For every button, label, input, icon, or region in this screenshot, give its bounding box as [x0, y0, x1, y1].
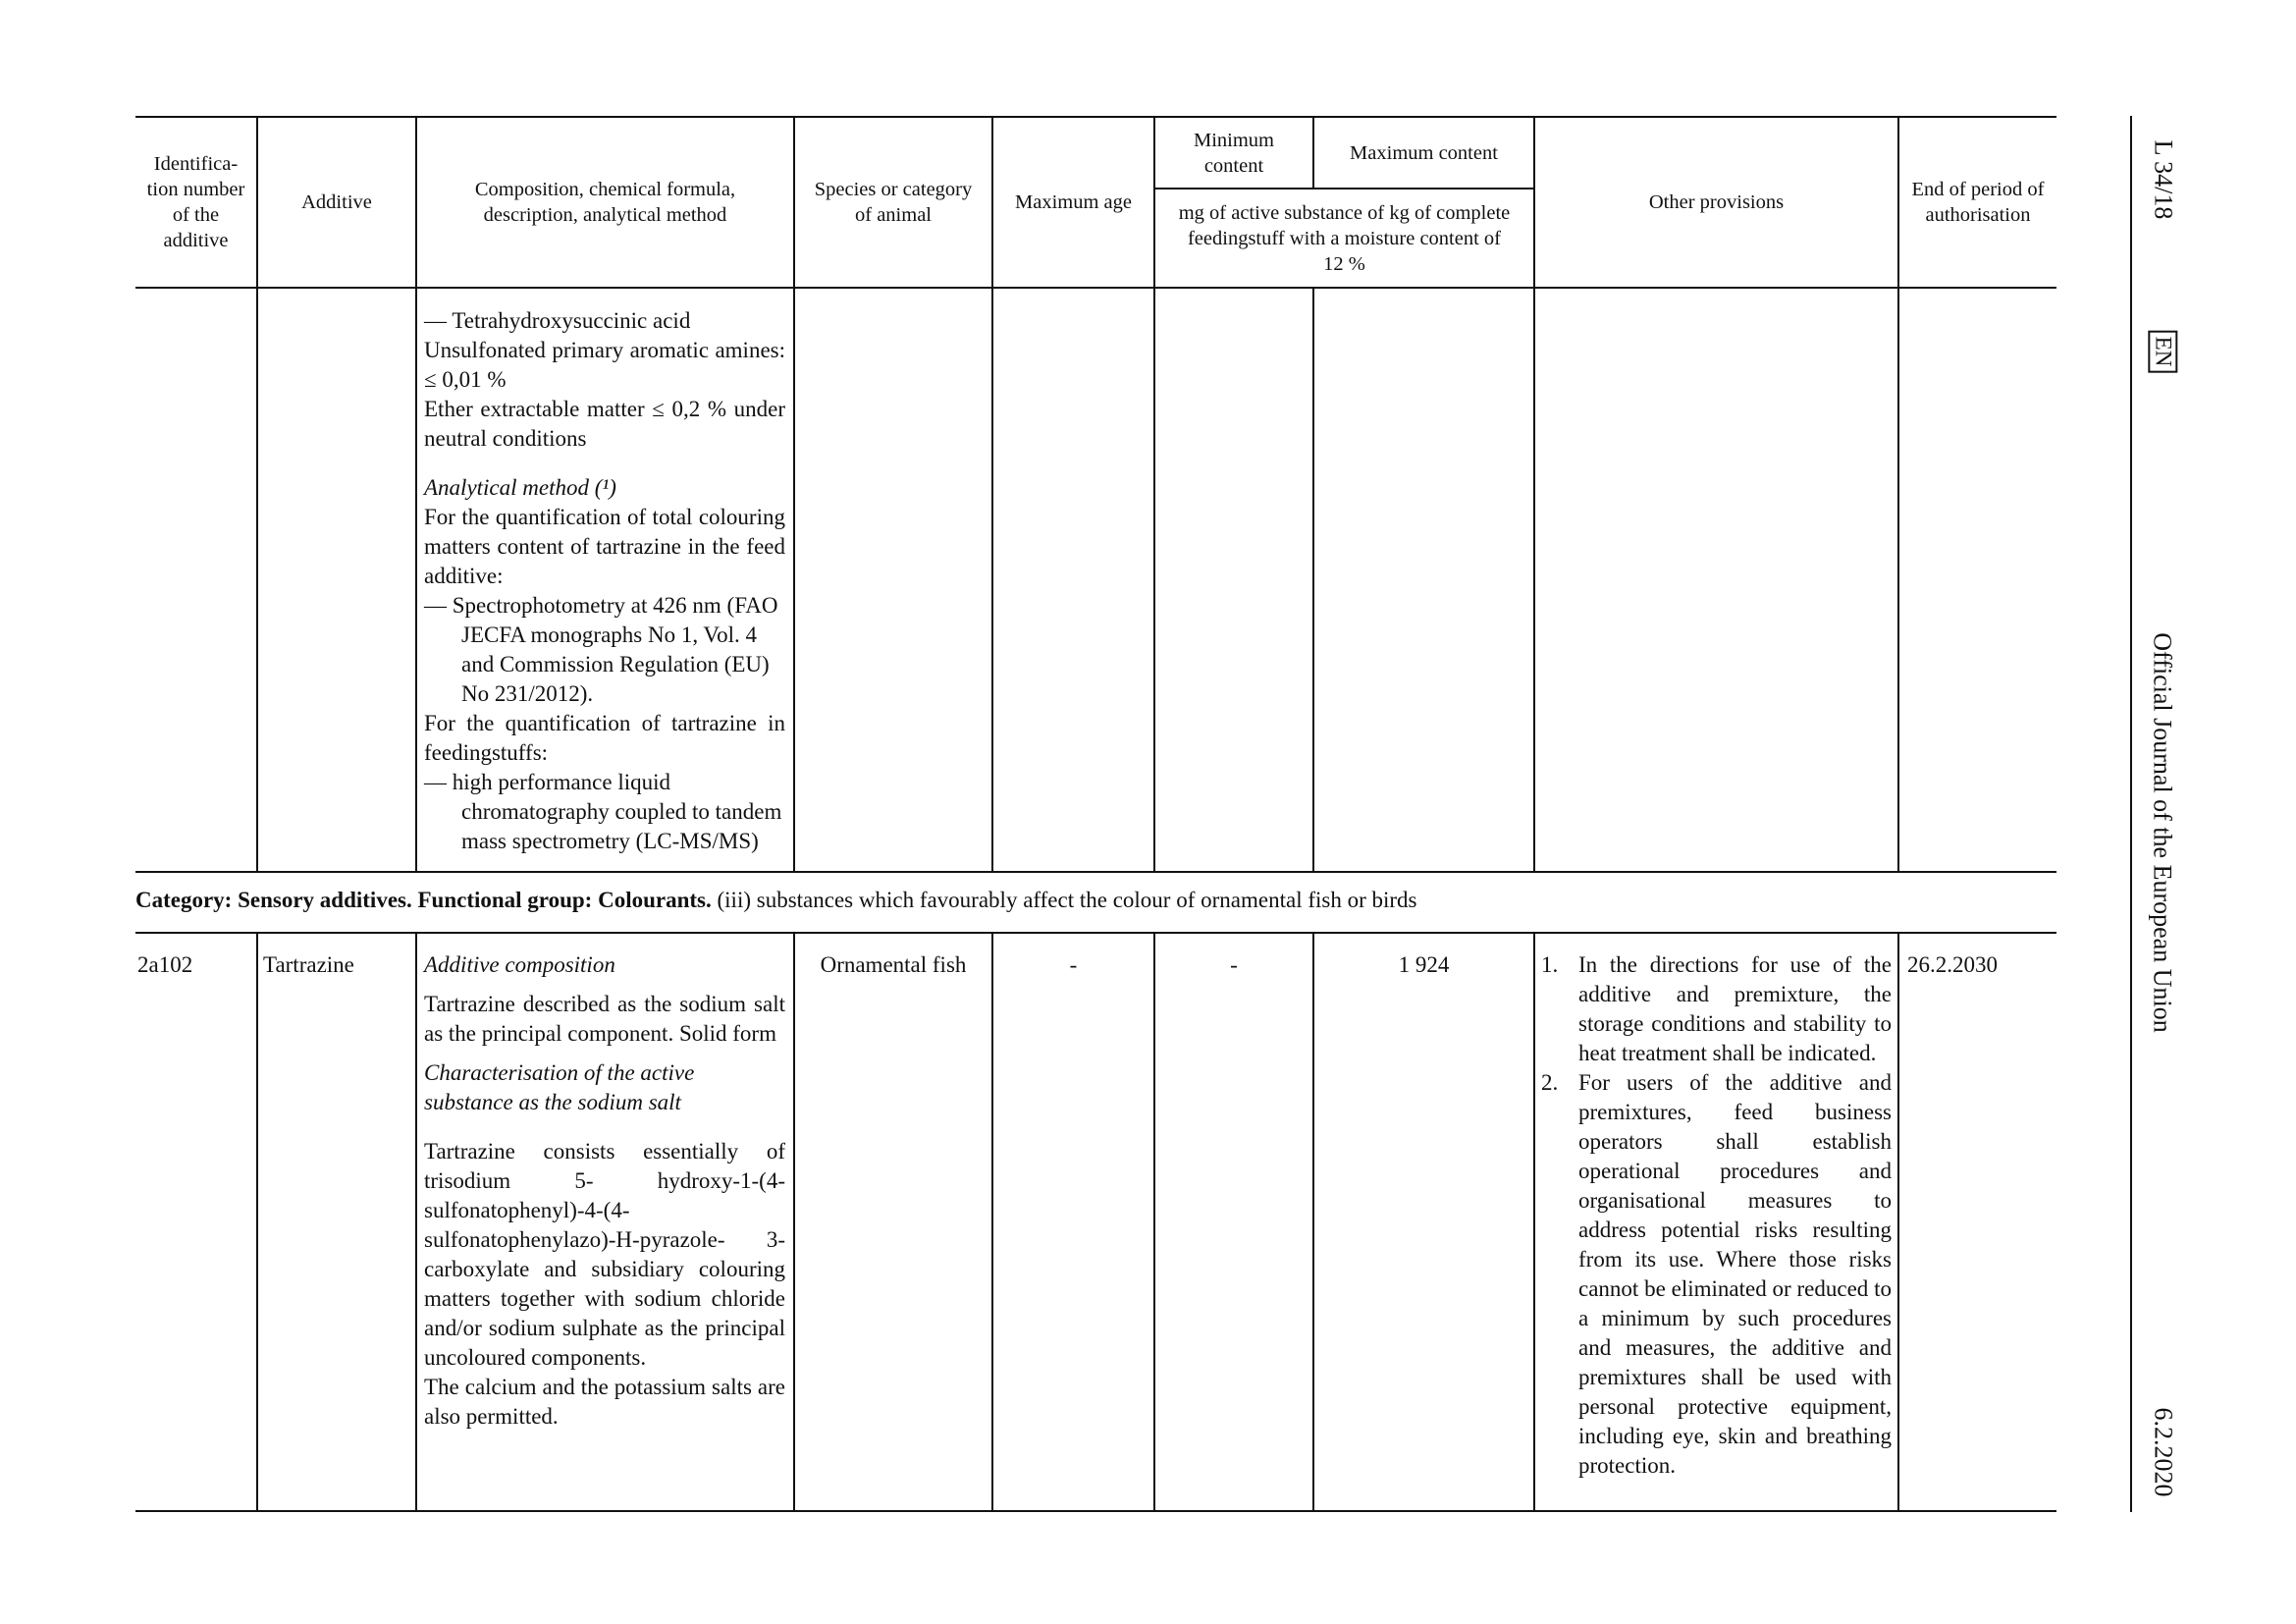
sidebar-rule	[2130, 116, 2132, 1512]
journal-title: Official Journal of the European Union	[2149, 632, 2177, 1033]
publication-date: 6.2.2020	[2149, 1407, 2177, 1497]
header-max-age: Maximum age	[1015, 191, 1132, 213]
composition-continued-cell	[424, 306, 785, 856]
provision-number: 1.	[1541, 952, 1559, 977]
hplc-item: — high performance liquid chromatography coupled to tandem mass spectrometry (LC-MS/MS)	[424, 770, 782, 853]
salts-text: The calcium and the potassium salts are also permitted.	[424, 1375, 785, 1429]
additive-table	[135, 116, 2056, 1512]
rule-category-bottom	[135, 932, 2056, 934]
header-end-period: End of period of authorisation	[1911, 179, 2045, 226]
header-max-content: Maximum content	[1350, 141, 1498, 164]
category-label: Category: Sensory additives. Functional group: Colourants.	[135, 888, 712, 912]
cell-additive: Tartrazine	[263, 952, 354, 977]
col-rule	[1897, 933, 1899, 1512]
cell-id: 2a102	[137, 952, 193, 977]
cell-max-content: 1 924	[1398, 952, 1450, 977]
additive-composition-text: Tartrazine described as the sodium salt as the principal component. Solid form	[424, 992, 785, 1046]
quantification-feed: For the quantification of tartrazine in feedingstuffs:	[424, 711, 785, 765]
analytical-method-heading: Analytical method (¹)	[424, 475, 616, 500]
provision-number: 2.	[1541, 1070, 1559, 1095]
spectrophotometry-item: — Spectrophotometry at 426 nm (FAO JECFA monographs No 1, Vol. 4 and Commission Regulation (EU) No 231/2012).	[424, 593, 778, 706]
col-rule	[793, 933, 795, 1512]
header-id-number: Identifica- tion number of the additive	[146, 153, 245, 251]
provision-2: 2. For users of the additive and premixtures, feed business operators shall establish operational procedures and organisational measures to address potential risks resulting from its use. Where those risks cannot be eliminated or reduced to a minimum by such procedures and measures, the additive and premixtures shall be used with personal protective equipment, including eye, skin and breathing protection.	[1541, 1070, 1892, 1478]
header-content-unit: mg of active substance of kg of complete feedingstuff with a moisture content of 12 %	[1178, 201, 1511, 275]
ether-limit: Ether extractable matter ≤ 0,2 % under neutral conditions	[424, 397, 785, 451]
header-additive: Additive	[301, 191, 372, 213]
tetrahydroxysuccinic-item: — Tetrahydroxysuccinic acid	[424, 308, 691, 333]
cell-species: Ornamental fish	[820, 952, 967, 977]
rule-table-bottom	[135, 1510, 2056, 1512]
provision-1: 1. In the directions for use of the additive and premixture, the storage conditions and stability to heat treatment shall be indicated.	[1541, 952, 1892, 1065]
header-other-provisions: Other provisions	[1648, 191, 1785, 213]
additive-composition-heading: Additive composition	[424, 952, 615, 977]
col-rule	[991, 933, 993, 1512]
cell-composition	[424, 950, 785, 1432]
rule-row1-bottom	[135, 871, 2056, 873]
cell-other-provisions	[1541, 950, 1892, 1481]
language-box-wrap	[2140, 312, 2185, 391]
cell-max-age: -	[1069, 952, 1078, 977]
col-rule	[1533, 933, 1535, 1512]
page-reference-wrap	[2140, 116, 2185, 244]
language-badge: EN	[2148, 331, 2177, 373]
page-sidebar	[2140, 116, 2185, 1512]
col-rule	[1312, 933, 1314, 1512]
col-rule	[256, 933, 258, 1512]
category-row	[135, 886, 2056, 915]
cell-min-content: -	[1230, 952, 1238, 977]
header-composition: Composition, chemical formula, description, analytical method	[474, 179, 736, 226]
col-rule	[415, 933, 417, 1512]
cell-end-period: 26.2.2030	[1907, 952, 1998, 977]
header-min-content: Minimum content	[1193, 129, 1274, 177]
col-rule	[1312, 288, 1314, 873]
amines-limit: Unsulfonated primary aromatic amines: ≤ 0,01 %	[424, 338, 785, 392]
journal-title-wrap	[2140, 607, 2185, 1058]
characterisation-text: Tartrazine consists essentially of trisodium 5- hydroxy-1-(4-sulfonatophenyl)-4-(4-sulfonatophenylazo)-H-pyrazole- 3-carboxylate and subsidiary colouring matters together with sodium chloride and/or sodium sulphate as the principal uncoloured components.	[424, 1139, 785, 1370]
header-species: Species or category of animal	[814, 179, 973, 226]
characterisation-heading: Characterisation of the active substance as the sodium salt	[424, 1060, 695, 1114]
rule-header-bottom	[135, 287, 2056, 289]
category-description: (iii) substances which favourably affect the colour of ornamental fish or birds	[711, 888, 1417, 912]
quantification-total: For the quantification of total colouring matters content of tartrazine in the feed additive:	[424, 505, 785, 588]
page-reference: L 34/18	[2149, 139, 2178, 220]
col-rule	[1153, 933, 1155, 1512]
publication-date-wrap	[2140, 1392, 2185, 1512]
